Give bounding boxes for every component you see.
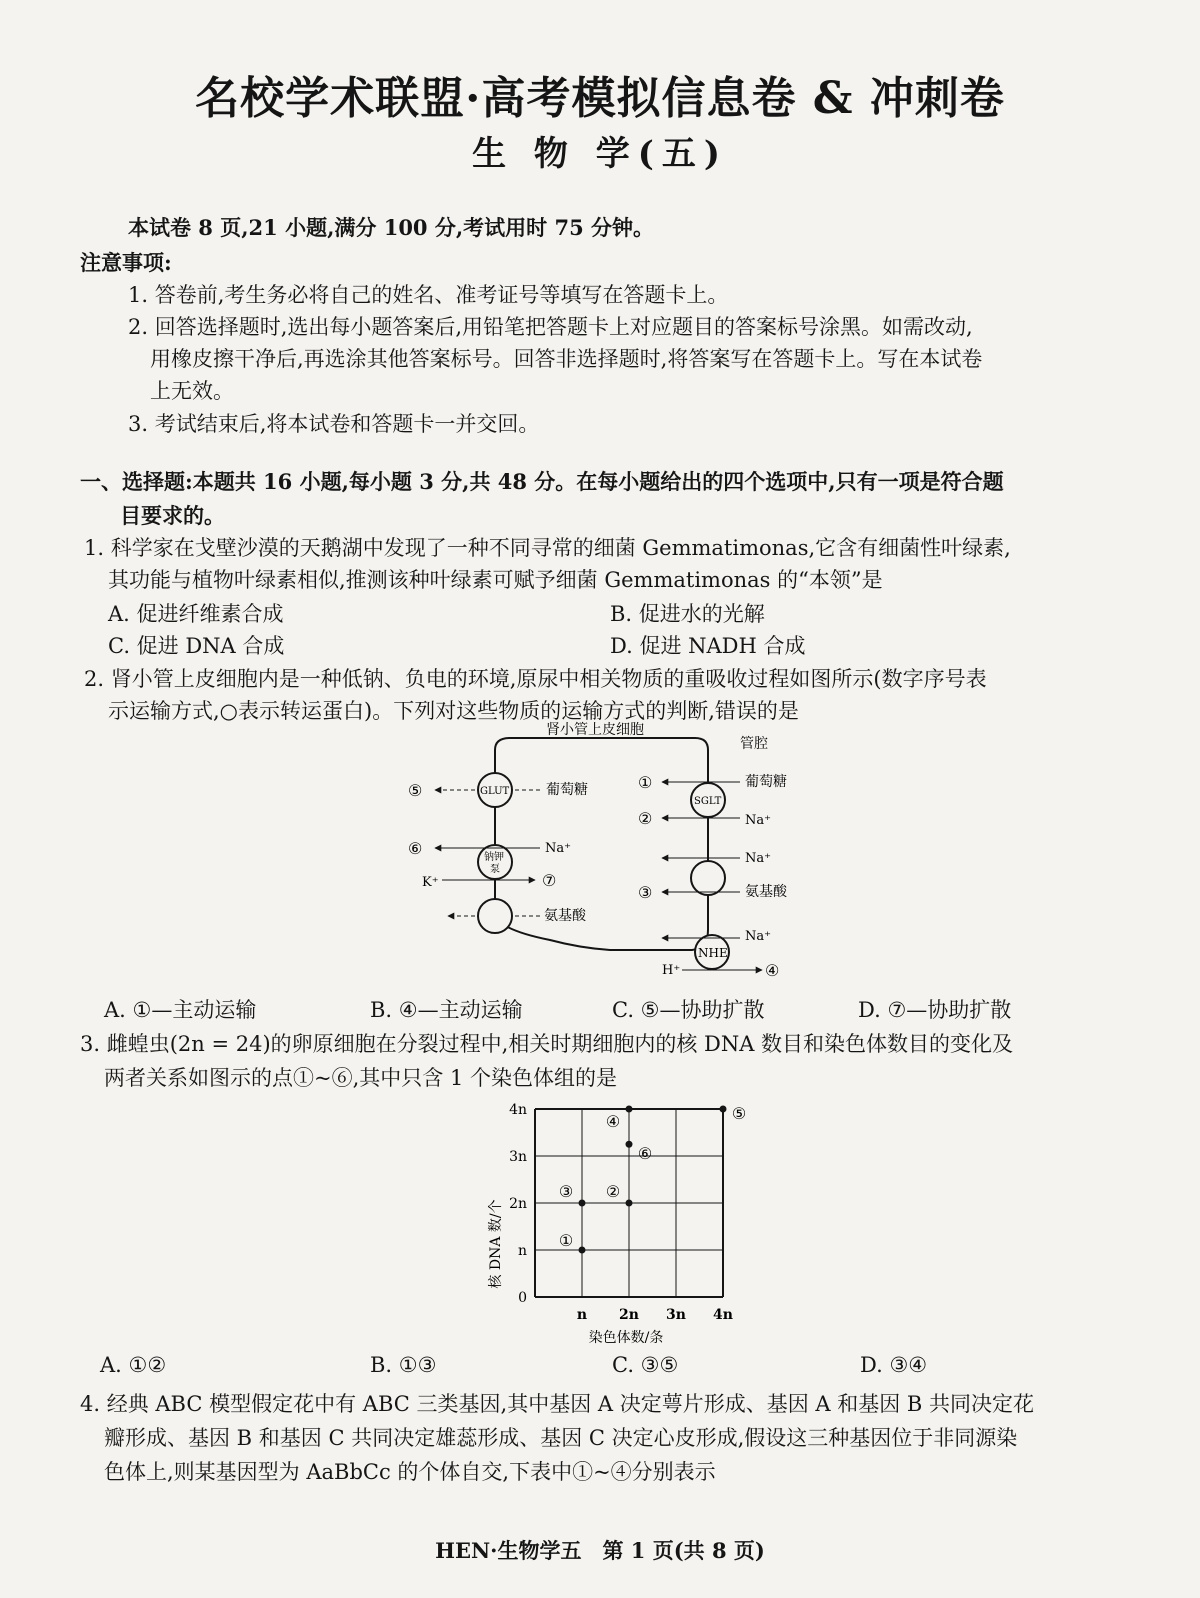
exam-title: 名校学术联盟·高考模拟信息卷 & 冲刺卷 [195, 73, 1005, 124]
data-point-① [579, 1247, 586, 1254]
h-label: H⁺ [662, 963, 681, 978]
data-point-label: ③ [558, 1182, 574, 1201]
amino-acid-transporter-right [691, 861, 725, 895]
chart-y-axis-label: 核 DNA 数/个 [488, 1199, 504, 1289]
note-item-2-line-3: 上无效。 [150, 379, 234, 403]
note-item-1: 1. 答卷前,考生务必将自己的姓名、准考证号等填写在答题卡上。 [128, 283, 729, 307]
lumen-label: 管腔 [740, 736, 768, 752]
dna-chromosome-chart [470, 1092, 770, 1347]
exam-intro: 本试卷 8 页,21 小题,满分 100 分,考试用时 75 分钟。 [128, 215, 655, 240]
cell-membrane-outline [495, 738, 708, 950]
amino-acid-label-right: 氨基酸 [745, 884, 787, 900]
q2-line-2: 示运输方式,○表示转运蛋白)。下列对这些物质的运输方式的判断,错误的是 [108, 699, 799, 723]
chart-points [559, 1104, 746, 1254]
q4-line-2: 瓣形成、基因 B 和基因 C 共同决定雄蕊形成、基因 C 决定心皮形成,假设这三种基因位于非同源染 [104, 1426, 1018, 1450]
exam-subtitle: 生 物 学(五) [472, 134, 728, 174]
n1-label: ① [638, 773, 653, 792]
q3-option-c: C. ③⑤ [612, 1353, 679, 1377]
q1-option-b: B. 促进水的光解 [610, 602, 765, 626]
data-point-⑤ [720, 1106, 727, 1113]
q1-option-a: A. 促进纤维素合成 [108, 602, 284, 626]
y-tick-label: 0 [518, 1290, 527, 1306]
q2-option-d: D. ⑦—协助扩散 [858, 998, 1012, 1022]
n6-label: ⑥ [408, 839, 423, 858]
data-point-label: ① [558, 1231, 574, 1250]
q2-line-1: 2. 肾小管上皮细胞内是一种低钠、负电的环境,原尿中相关物质的重吸收过程如图所示(数字序号表 [84, 667, 987, 691]
data-point-④ [626, 1106, 633, 1113]
glucose-label-left: 葡萄糖 [546, 782, 588, 798]
note-item-2-line-1: 2. 回答选择题时,选出每小题答案后,用铅笔把答题卡上对应题目的答案标号涂黑。如需改动, [128, 315, 973, 339]
amino-acid-label-left: 氨基酸 [544, 908, 586, 924]
amino-acid-transporter-left [478, 899, 512, 933]
y-tick-label: n [517, 1243, 527, 1259]
q1-option-c: C. 促进 DNA 合成 [108, 634, 285, 658]
q3-option-b: B. ①③ [370, 1353, 437, 1377]
section-1-line-1: 一、选择题:本题共 16 小题,每小题 3 分,共 48 分。在每小题给出的四个选项中,只有一项是符合题 [80, 469, 1004, 494]
x-tick-label: 4n [713, 1307, 733, 1323]
n3-label: ③ [638, 883, 653, 902]
data-point-label: ⑤ [731, 1104, 747, 1123]
data-point-⑥ [626, 1141, 633, 1148]
section-1-line-2: 目要求的。 [120, 503, 225, 528]
q3-line-1: 3. 雌蝗虫(2n = 24)的卵原细胞在分裂过程中,相关时期细胞内的核 DNA 数目和染色体数目的变化及 [80, 1032, 1014, 1056]
q2-option-b: B. ④—主动运输 [370, 998, 523, 1022]
q4-line-1: 4. 经典 ABC 模型假定花中有 ABC 三类基因,其中基因 A 决定萼片形成、基因 A 和基因 B 共同决定花 [80, 1392, 1035, 1416]
n5-label: ⑤ [408, 781, 423, 800]
q3-line-2: 两者关系如图示的点①~⑥,其中只含 1 个染色体组的是 [104, 1066, 617, 1090]
x-tick-label: n [576, 1307, 588, 1323]
data-point-③ [579, 1200, 586, 1207]
chart-ticks [509, 1102, 733, 1323]
x-tick-label: 2n [619, 1307, 639, 1323]
q3-option-a: A. ①② [100, 1353, 167, 1377]
q2-option-a: A. ①—主动运输 [104, 998, 257, 1022]
data-point-label: ④ [605, 1112, 621, 1131]
pump-label-line-1: 钠钾 [484, 852, 504, 863]
k-label: K⁺ [422, 875, 439, 890]
y-tick-label: 3n [509, 1149, 527, 1165]
page-footer: HEN·生物学五 第 1 页(共 8 页) [435, 1538, 765, 1563]
n7-label: ⑦ [542, 871, 557, 890]
sglt-label: SGLT [694, 796, 722, 807]
y-tick-label: 4n [509, 1102, 527, 1118]
x-tick-label: 3n [666, 1307, 686, 1323]
y-tick-label: 2n [509, 1196, 527, 1212]
pump-label-line-2: 泵 [490, 864, 500, 875]
data-point-label: ② [605, 1182, 621, 1201]
na-label-nhe: Na⁺ [745, 929, 771, 944]
na-label-pump: Na⁺ [545, 841, 571, 856]
na-label-aa: Na⁺ [745, 851, 771, 866]
nhe-label: NHE [698, 946, 728, 960]
q3-option-d: D. ③④ [860, 1353, 928, 1377]
glut-label: GLUT [480, 786, 510, 797]
data-point-② [626, 1200, 633, 1207]
q1-line-2: 其功能与植物叶绿素相似,推测该种叶绿素可赋予细菌 Gemmatimonas 的“本领”是 [108, 568, 883, 592]
note-item-3: 3. 考试结束后,将本试卷和答题卡一并交回。 [128, 412, 540, 436]
cell-label: 肾小管上皮细胞 [546, 722, 644, 738]
glucose-label-right: 葡萄糖 [745, 774, 787, 790]
notes-heading: 注意事项: [80, 250, 172, 275]
note-item-2-line-2: 用橡皮擦干净后,再选涂其他答案标号。回答非选择题时,将答案写在答题卡上。写在本试卷 [150, 347, 983, 371]
n4-label: ④ [765, 961, 780, 980]
data-point-label: ⑥ [637, 1144, 653, 1163]
q1-line-1: 1. 科学家在戈壁沙漠的天鹅湖中发现了一种不同寻常的细菌 Gemmatimonas,它含有细菌性叶绿素, [84, 536, 1011, 560]
n2-label: ② [638, 809, 653, 828]
q1-option-d: D. 促进 NADH 合成 [610, 634, 806, 658]
kidney-cell-transport-diagram [400, 720, 820, 990]
q4-line-3: 色体上,则某基因型为 AaBbCc 的个体自交,下表中①~④分别表示 [104, 1460, 716, 1484]
q2-option-c: C. ⑤—协助扩散 [612, 998, 765, 1022]
chart-x-axis-label: 染色体数/条 [588, 1330, 664, 1346]
na-label-sglt: Na⁺ [745, 813, 771, 828]
